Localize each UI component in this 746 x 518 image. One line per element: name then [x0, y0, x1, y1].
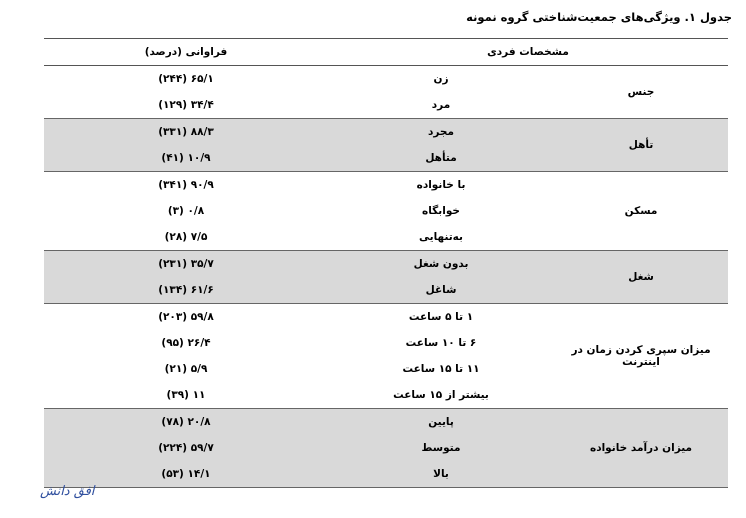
trait-cell: بالا	[328, 461, 554, 488]
frequency-cell: ۲۰/۸ (۷۸)	[44, 409, 328, 436]
frequency-cell: ۰/۸ (۳)	[167, 205, 205, 217]
table-group	[44, 304, 728, 409]
category-cell: میزان درآمد خانواده	[554, 409, 728, 488]
frequency-cell: ۳۵/۷ (۲۳۱)	[44, 251, 328, 278]
table-row	[44, 251, 728, 278]
header-frequency: فراوانی (درصد)	[44, 39, 328, 66]
category-cell: تأهل	[554, 119, 728, 172]
category-cell: مسکن	[624, 205, 658, 217]
category-cell: میزان سپری کردن زمان در اینترنت	[571, 344, 711, 368]
table-group	[44, 172, 728, 251]
frequency-cell: ۵۹/۷ (۲۲۴)	[44, 435, 328, 461]
table-row	[44, 409, 728, 436]
trait-cell: متوسط	[328, 435, 554, 461]
demographics-table	[44, 38, 728, 488]
trait-cell: مجرد	[328, 119, 554, 146]
frequency-cell: ۵/۹ (۲۱)	[164, 363, 208, 375]
trait-cell: شاغل	[328, 277, 554, 304]
frequency-cell: ۸۸/۳ (۳۳۱)	[44, 119, 328, 146]
trait-cell: ۱ تا ۵ ساعت	[408, 311, 474, 323]
trait-cell: ۶ تا ۱۰ ساعت	[405, 337, 477, 349]
table-group	[44, 251, 728, 304]
trait-cell: با خانواده	[416, 179, 466, 191]
trait-cell: بدون شغل	[328, 251, 554, 278]
frequency-cell: ۹۰/۹ (۳۴۱)	[158, 179, 214, 191]
table-header	[44, 39, 728, 66]
table-row	[44, 172, 728, 199]
trait-cell: زن	[433, 73, 449, 85]
header-traits: مشخصات فردی	[328, 39, 728, 66]
frequency-cell: ۱۴/۱ (۵۳)	[44, 461, 328, 488]
frequency-cell: ۶۱/۶ (۱۳۴)	[44, 277, 328, 304]
table-group	[44, 119, 728, 172]
table-group	[44, 66, 728, 119]
frequency-cell: ۵۹/۸ (۲۰۳)	[158, 311, 214, 323]
table-group	[44, 409, 728, 488]
trait-cell: پایین	[328, 409, 554, 436]
frequency-cell: ۳۴/۴ (۱۲۹)	[158, 99, 214, 111]
trait-cell: ۱۱ تا ۱۵ ساعت	[402, 363, 480, 375]
trait-cell: خوابگاه	[422, 205, 460, 217]
category-cell: جنس	[627, 86, 655, 98]
frequency-cell: ۱۰/۹ (۴۱)	[44, 145, 328, 172]
frequency-cell: ۶۵/۱ (۲۴۴)	[158, 73, 214, 85]
frequency-cell: ۲۶/۴ (۹۵)	[161, 337, 211, 349]
trait-cell: به‌تنهایی	[419, 231, 463, 243]
trait-cell: متأهل	[328, 145, 554, 172]
frequency-cell: ۱۱ (۳۹)	[166, 389, 206, 401]
table-row	[44, 119, 728, 146]
table-caption: جدول ۱. ویژگی‌های جمعیت‌شناختی گروه نمونه	[466, 10, 732, 24]
trait-cell: بیشتر از ۱۵ ساعت	[393, 389, 489, 401]
table-row	[44, 304, 728, 331]
table-row	[44, 66, 728, 93]
frequency-cell: ۷/۵ (۲۸)	[164, 231, 208, 243]
category-cell: شغل	[554, 251, 728, 304]
trait-cell: مرد	[431, 99, 451, 111]
journal-logo: افق دانش	[40, 484, 95, 499]
